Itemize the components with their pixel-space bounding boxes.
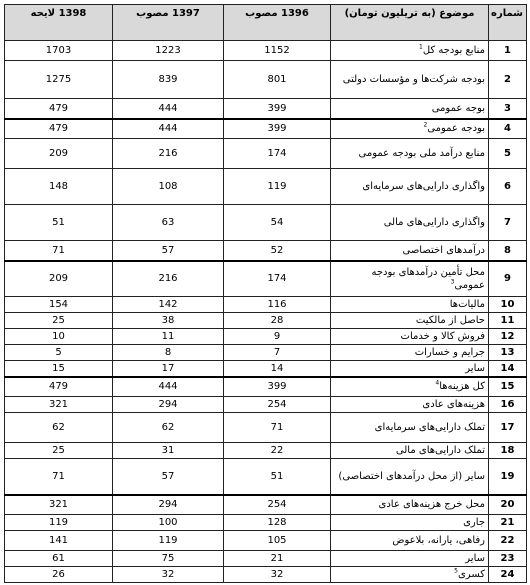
value-1396: 399 bbox=[224, 119, 331, 139]
value-1397: 216 bbox=[113, 139, 224, 169]
footnote-marker: 4 bbox=[435, 379, 440, 387]
col-header-1398: 1398 لایحه bbox=[5, 5, 113, 41]
row-number: 21 bbox=[489, 515, 527, 531]
row-number: 3 bbox=[489, 99, 527, 119]
table-row bbox=[5, 61, 527, 99]
value-1398: 1275 bbox=[5, 61, 113, 99]
col-header-topic: موضوع (به تریلیون تومان) bbox=[331, 5, 489, 41]
row-topic bbox=[331, 241, 489, 261]
footnote-marker: 5 bbox=[454, 567, 458, 575]
row-topic bbox=[331, 119, 489, 139]
footnote-marker: 2 bbox=[423, 121, 428, 129]
row-topic-text: رفاهی، یارانه، بلاعوض bbox=[392, 535, 485, 546]
value-1396: 1152 bbox=[224, 41, 331, 61]
row-number: 7 bbox=[489, 205, 527, 241]
row-number: 17 bbox=[489, 413, 527, 443]
value-1398: 321 bbox=[5, 495, 113, 515]
value-1397: 11 bbox=[113, 329, 224, 345]
value-1397: 62 bbox=[113, 413, 224, 443]
value-1396: 801 bbox=[224, 61, 331, 99]
row-topic-text: جرایم و خسارات bbox=[414, 347, 485, 358]
row-number: 4 bbox=[489, 119, 527, 139]
value-1398: 61 bbox=[5, 551, 113, 567]
table-row bbox=[5, 205, 527, 241]
value-1397: 444 bbox=[113, 99, 224, 119]
row-number: 1 bbox=[489, 41, 527, 61]
row-topic bbox=[331, 413, 489, 443]
value-1398: 1703 bbox=[5, 41, 113, 61]
value-1398: 15 bbox=[5, 361, 113, 377]
value-1398: 5 bbox=[5, 345, 113, 361]
value-1398: 141 bbox=[5, 531, 113, 551]
table-row bbox=[5, 459, 527, 495]
value-1397: 216 bbox=[113, 261, 224, 297]
row-topic-text: حاصل از مالکیت bbox=[415, 315, 485, 326]
row-number: 2 bbox=[489, 61, 527, 99]
value-1398: 148 bbox=[5, 169, 113, 205]
value-1398: 71 bbox=[5, 241, 113, 261]
row-topic-text: واگذاری دارایی‌های مالی bbox=[383, 217, 485, 228]
row-topic bbox=[331, 361, 489, 377]
row-number: 5 bbox=[489, 139, 527, 169]
row-number: 19 bbox=[489, 459, 527, 495]
value-1398: 26 bbox=[5, 567, 113, 583]
value-1398: 62 bbox=[5, 413, 113, 443]
value-1396: 119 bbox=[224, 169, 331, 205]
row-number: 23 bbox=[489, 551, 527, 567]
budget-table bbox=[4, 4, 527, 583]
row-topic-text: تملک دارایی‌های مالی bbox=[395, 445, 485, 456]
row-topic bbox=[331, 459, 489, 495]
value-1396: 71 bbox=[224, 413, 331, 443]
table-row bbox=[5, 41, 527, 61]
col-header-row-no: شماره bbox=[489, 5, 527, 41]
row-topic bbox=[331, 567, 489, 583]
table-row bbox=[5, 531, 527, 551]
row-topic-text: سایر bbox=[465, 362, 485, 374]
value-1397: 119 bbox=[113, 531, 224, 551]
row-number: 22 bbox=[489, 531, 527, 551]
row-number: 9 bbox=[489, 261, 527, 297]
row-number: 18 bbox=[489, 443, 527, 459]
footnote-marker: 3 bbox=[450, 278, 455, 286]
row-topic bbox=[331, 443, 489, 459]
value-1398: 119 bbox=[5, 515, 113, 531]
row-number: 8 bbox=[489, 241, 527, 261]
value-1398: 479 bbox=[5, 377, 113, 397]
row-topic bbox=[331, 297, 489, 313]
value-1398: 209 bbox=[5, 261, 113, 297]
row-topic bbox=[331, 495, 489, 515]
row-number: 6 bbox=[489, 169, 527, 205]
table-row bbox=[5, 329, 527, 345]
col-header-1397: 1397 مصوب bbox=[113, 5, 224, 41]
value-1396: 9 bbox=[224, 329, 331, 345]
value-1397: 32 bbox=[113, 567, 224, 583]
value-1396: 174 bbox=[224, 261, 331, 297]
value-1396: 116 bbox=[224, 297, 331, 313]
row-topic-text: درآمدهای اختصاصی bbox=[402, 244, 485, 256]
row-number: 15 bbox=[489, 377, 527, 397]
row-topic bbox=[331, 515, 489, 531]
row-topic-text: هزینه‌های عادی bbox=[422, 399, 485, 410]
table-row bbox=[5, 99, 527, 119]
table-row bbox=[5, 551, 527, 567]
value-1398: 25 bbox=[5, 443, 113, 459]
row-topic bbox=[331, 169, 489, 205]
value-1397: 142 bbox=[113, 297, 224, 313]
value-1398: 479 bbox=[5, 119, 113, 139]
row-topic-text: بودجه شرکت‌ها و مؤسسات دولتی bbox=[342, 74, 485, 85]
row-topic-text: بودجه عمومی bbox=[427, 123, 485, 135]
value-1396: 7 bbox=[224, 345, 331, 361]
row-number: 13 bbox=[489, 345, 527, 361]
row-number: 11 bbox=[489, 313, 527, 329]
value-1396: 28 bbox=[224, 313, 331, 329]
table-row bbox=[5, 169, 527, 205]
row-topic bbox=[331, 61, 489, 99]
row-topic-text: مالیات‌ها bbox=[449, 299, 485, 310]
table-row bbox=[5, 495, 527, 515]
value-1396: 22 bbox=[224, 443, 331, 459]
value-1398: 154 bbox=[5, 297, 113, 313]
value-1397: 57 bbox=[113, 459, 224, 495]
row-number: 20 bbox=[489, 495, 527, 515]
table-row bbox=[5, 139, 527, 169]
value-1397: 294 bbox=[113, 397, 224, 413]
row-topic-text: سایر bbox=[465, 553, 485, 564]
row-topic-text: منابع درآمد ملی بودجه عمومی bbox=[358, 148, 485, 159]
value-1397: 1223 bbox=[113, 41, 224, 61]
value-1398: 25 bbox=[5, 313, 113, 329]
value-1397: 100 bbox=[113, 515, 224, 531]
row-topic bbox=[331, 397, 489, 413]
value-1396: 399 bbox=[224, 377, 331, 397]
row-topic-text: محل خرج هزینه‌های عادی bbox=[378, 499, 485, 511]
table-body bbox=[5, 41, 527, 583]
row-topic-text: جاری bbox=[463, 517, 485, 528]
value-1398: 51 bbox=[5, 205, 113, 241]
value-1397: 63 bbox=[113, 205, 224, 241]
table-row bbox=[5, 261, 527, 297]
row-topic bbox=[331, 205, 489, 241]
row-number: 14 bbox=[489, 361, 527, 377]
row-topic-text: سایر (از محل درآمدهای اختصاصی) bbox=[338, 470, 485, 482]
row-topic-text: بوجه عمومی bbox=[431, 102, 485, 114]
value-1396: 52 bbox=[224, 241, 331, 261]
value-1396: 254 bbox=[224, 495, 331, 515]
header-row bbox=[5, 5, 527, 41]
table-row bbox=[5, 361, 527, 377]
value-1397: 8 bbox=[113, 345, 224, 361]
value-1396: 14 bbox=[224, 361, 331, 377]
row-topic bbox=[331, 139, 489, 169]
value-1398: 479 bbox=[5, 99, 113, 119]
value-1397: 38 bbox=[113, 313, 224, 329]
value-1396: 54 bbox=[224, 205, 331, 241]
value-1396: 51 bbox=[224, 459, 331, 495]
row-number: 10 bbox=[489, 297, 527, 313]
row-topic bbox=[331, 329, 489, 345]
value-1396: 128 bbox=[224, 515, 331, 531]
value-1397: 31 bbox=[113, 443, 224, 459]
value-1397: 75 bbox=[113, 551, 224, 567]
value-1398: 71 bbox=[5, 459, 113, 495]
table-row bbox=[5, 313, 527, 329]
value-1396: 105 bbox=[224, 531, 331, 551]
row-topic bbox=[331, 313, 489, 329]
row-topic-text: واگذاری دارایی‌های سرمایه‌ای bbox=[362, 181, 485, 192]
row-number: 12 bbox=[489, 329, 527, 345]
table-row bbox=[5, 567, 527, 583]
value-1397: 444 bbox=[113, 377, 224, 397]
value-1396: 32 bbox=[224, 567, 331, 583]
row-topic bbox=[331, 41, 489, 61]
value-1397: 839 bbox=[113, 61, 224, 99]
table-row bbox=[5, 119, 527, 139]
value-1398: 321 bbox=[5, 397, 113, 413]
value-1397: 17 bbox=[113, 361, 224, 377]
row-topic-text: فروش کالا و خدمات bbox=[400, 331, 485, 342]
value-1396: 399 bbox=[224, 99, 331, 119]
table-row bbox=[5, 241, 527, 261]
footnote-marker: 1 bbox=[419, 43, 423, 51]
row-topic-text: محل تأمین درآمدهای بودجه عمومی bbox=[371, 266, 485, 291]
value-1397: 57 bbox=[113, 241, 224, 261]
value-1397: 108 bbox=[113, 169, 224, 205]
table-row bbox=[5, 345, 527, 361]
row-number: 16 bbox=[489, 397, 527, 413]
value-1397: 294 bbox=[113, 495, 224, 515]
row-topic bbox=[331, 531, 489, 551]
value-1398: 209 bbox=[5, 139, 113, 169]
table-row bbox=[5, 377, 527, 397]
row-topic bbox=[331, 377, 489, 397]
row-number: 24 bbox=[489, 567, 527, 583]
row-topic bbox=[331, 261, 489, 297]
row-topic bbox=[331, 551, 489, 567]
row-topic-text: کسری bbox=[457, 569, 485, 580]
value-1396: 254 bbox=[224, 397, 331, 413]
table-row bbox=[5, 297, 527, 313]
row-topic-text: تملک دارایی‌های سرمایه‌ای bbox=[374, 422, 485, 433]
table-row bbox=[5, 515, 527, 531]
table-row bbox=[5, 397, 527, 413]
value-1396: 21 bbox=[224, 551, 331, 567]
row-topic bbox=[331, 99, 489, 119]
value-1398: 10 bbox=[5, 329, 113, 345]
table-row bbox=[5, 413, 527, 443]
row-topic-text: کل هزینه‌ها bbox=[439, 381, 485, 393]
value-1397: 444 bbox=[113, 119, 224, 139]
value-1396: 174 bbox=[224, 139, 331, 169]
row-topic bbox=[331, 345, 489, 361]
col-header-1396: 1396 مصوب bbox=[224, 5, 331, 41]
table-row bbox=[5, 443, 527, 459]
row-topic-text: منابع بودجه کل bbox=[422, 45, 485, 56]
